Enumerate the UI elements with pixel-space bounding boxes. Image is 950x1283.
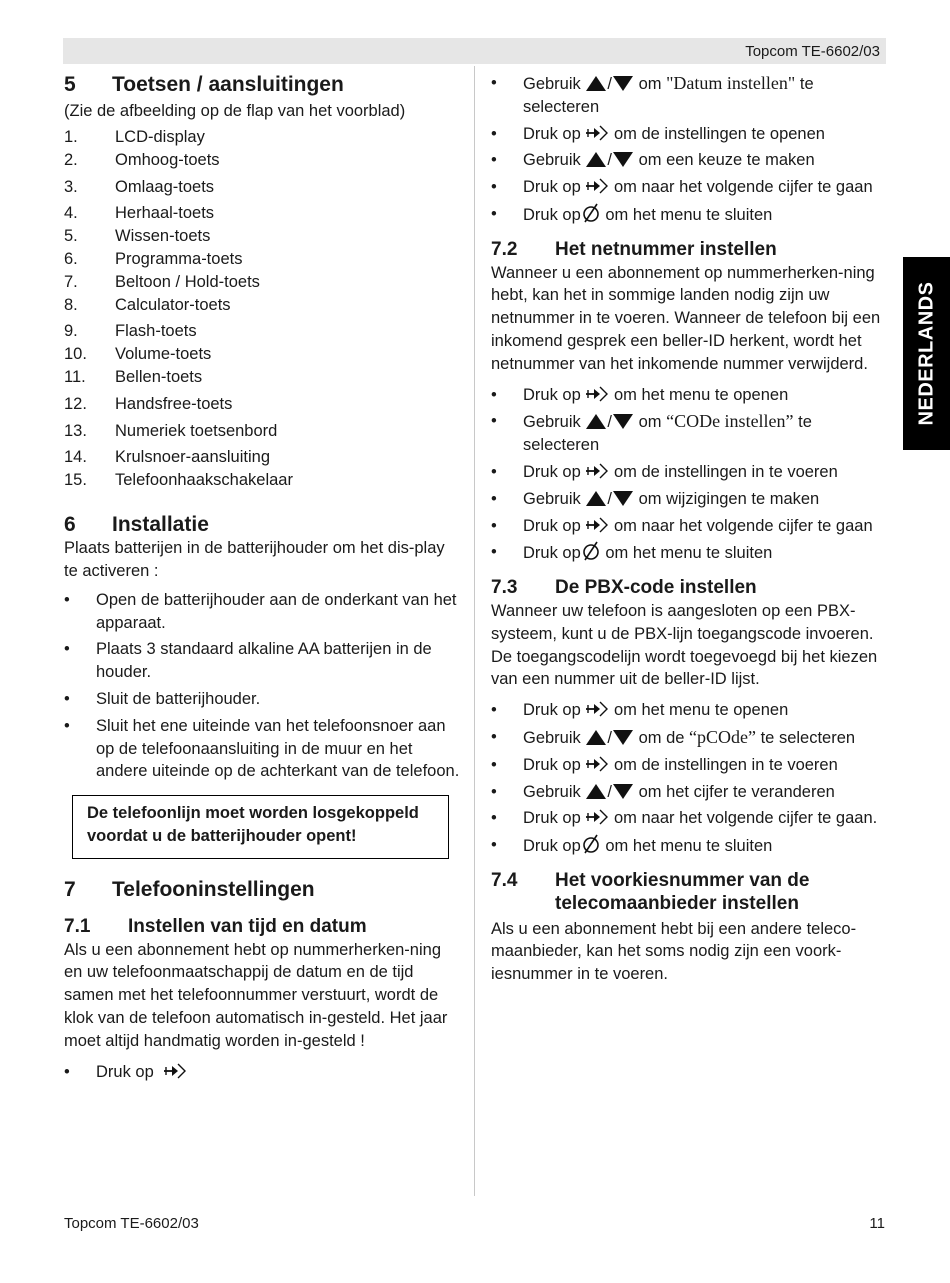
list-item: 15. Telefoonhaakschakelaar <box>64 471 293 490</box>
down-arrow-icon <box>612 783 634 800</box>
list-item: • Druk op om de instellingen in te voeren <box>491 462 838 481</box>
section-7-4-text: Als u een abonnement hebt bij een andere teleco-maanbieder, kan het soms nodig zijn een voork-iesnummer in te voeren. <box>491 919 857 984</box>
left-column <box>64 66 462 1087</box>
time-date-steps <box>64 1061 462 1084</box>
column-divider <box>474 66 475 1196</box>
enter-key-icon <box>585 808 609 826</box>
enter-key-icon <box>585 177 609 195</box>
list-item: 11. Bellen-toets <box>64 367 203 386</box>
footer-model: Topcom TE-6602/03 <box>64 1215 199 1232</box>
list-item: • Gebruik / om “CODe instellen” te selecteren <box>491 411 812 455</box>
list-item: • Sluit het ene uiteinde van het telefoonsnoer aan op de telefoonaansluiting in de muur en het andere uiteinde op de achterkant van de telefoon. <box>64 716 460 781</box>
pbx-steps <box>491 699 891 858</box>
time-date-steps-cont <box>491 72 891 227</box>
list-item: 7. Beltoon / Hold-toets <box>64 272 260 291</box>
up-arrow-icon <box>585 75 607 92</box>
list-item: • Druk op om naar het volgende cijfer te gaan <box>491 516 873 535</box>
enter-key-icon <box>585 516 609 534</box>
up-arrow-icon <box>585 413 607 430</box>
list-item: 4. Herhaal-toets <box>64 204 215 223</box>
language-tab-label: NEDERLANDS <box>915 281 937 426</box>
page-number: 11 <box>869 1215 885 1232</box>
down-arrow-icon <box>612 75 634 92</box>
enter-key-icon <box>163 1062 187 1080</box>
list-item: 8. Calculator-toets <box>64 295 231 314</box>
section-7-1-text: Als u een abonnement hebt op nummerherken-ning en uw telefoonmaatschappij de datum en de tijd samen met het telefoonnummer verstuurt, wordt de klok van de telefoon automatisch in-gesteld. Het jaar moet altijd handmatig worden in-gesteld ! <box>64 940 448 1050</box>
section-7-2-text: Wanneer u een abonnement op nummerherken-ning hebt, kan het in sommige landen nodig zijn uw netnummer in te voeren. Wanneer de telefoon bij een inkomend gesprek een beller-ID herkent, wordt het netnummer van het inkomende nummer verwijderd. <box>491 263 881 373</box>
list-item: • Open de batterijhouder aan de onderkant van het apparaat. <box>64 590 457 632</box>
list-item: • Druk op om het menu te openen <box>491 701 789 720</box>
section-7-1-heading: 7.1 Instellen van tijd en datum <box>64 915 367 937</box>
area-code-steps <box>491 384 891 566</box>
list-item: • Gebruik / om "Datum instellen" te selecteren <box>491 73 814 116</box>
list-item: • Gebruik / om wijzigingen te maken <box>491 489 820 508</box>
section-7-3-text: Wanneer uw telefoon is aangesloten op een PBX-systeem, kunt u de PBX-lijn toegangscode invoeren. <box>491 601 874 643</box>
enter-key-icon <box>585 755 609 773</box>
list-item: • Druk op <box>64 1061 462 1084</box>
language-tab <box>903 257 950 450</box>
header-title: Topcom TE-6602/03 <box>745 42 880 60</box>
list-item: • Druk op om het menu te openen <box>491 385 789 404</box>
enter-key-icon <box>585 462 609 480</box>
list-item: 2. Omhoog-toets <box>64 150 220 169</box>
install-steps <box>64 589 462 783</box>
section-7-3-heading: 7.3 De PBX-code instellen <box>491 577 757 599</box>
up-arrow-icon <box>585 490 607 507</box>
warning-box: De telefoonlijn moet worden losgekoppeld voordat u de batterijhouder opent! <box>72 795 449 859</box>
up-arrow-icon <box>585 729 607 746</box>
list-item: 5. Wissen-toets <box>64 227 211 246</box>
list-item: 3. Omlaag-toets <box>64 177 215 196</box>
section-7-heading: 7 Telefooninstellingen <box>64 877 315 901</box>
enter-key-icon <box>585 700 609 718</box>
right-column <box>491 66 891 986</box>
list-item: 14. Krulsnoer-aansluiting <box>64 448 271 467</box>
list-item: 13. Numeriek toetsenbord <box>64 421 278 440</box>
list-item: • Druk op om het menu te sluiten <box>491 836 773 856</box>
section-6-heading: 6 Installatie <box>64 512 209 536</box>
list-item: • Sluit de batterijhouder. <box>64 689 261 708</box>
up-arrow-icon <box>585 151 607 168</box>
down-arrow-icon <box>612 729 634 746</box>
list-item: • Druk op om naar het volgende cijfer te gaan. <box>491 809 878 828</box>
up-arrow-icon <box>585 783 607 800</box>
list-item: 12. Handsfree-toets <box>64 394 233 413</box>
list-item: • Druk op om de instellingen te openen <box>491 124 825 143</box>
section-5-intro: (Zie de afbeelding op de flap van het voorblad) <box>64 102 406 121</box>
list-item: • Druk op om naar het volgende cijfer te gaan <box>491 178 873 197</box>
list-item: • Plaats 3 standaard alkaline AA batterijen in de houder. <box>64 640 432 682</box>
section-7-2-heading: 7.2 Het netnummer instellen <box>491 238 777 260</box>
down-arrow-icon <box>612 151 634 168</box>
list-item: • Druk op om de instellingen in te voeren <box>491 755 838 774</box>
list-item: 1. LCD-display <box>64 127 205 146</box>
section-6-intro: Plaats batterijen in de batterijhouder om het dis-play te activeren : <box>64 539 445 580</box>
clear-key-icon <box>581 541 601 561</box>
section-7-4-heading: 7.4 Het voorkiesnummer van de telecomaanbieder instellen <box>491 869 810 914</box>
section-7-3-text-2: De toegangscodelijn wordt toegevoegd bij het kiezen van een nummer uit de beller-ID lijst. <box>491 647 878 689</box>
list-item: 9. Flash-toets <box>64 322 197 341</box>
down-arrow-icon <box>612 490 634 507</box>
list-item: • Gebruik / om de “pCOde” te selecteren <box>491 726 856 747</box>
list-item: • Druk op om het menu te sluiten <box>491 204 773 224</box>
clear-key-icon <box>581 834 601 854</box>
list-item: 10. Volume-toets <box>64 345 212 364</box>
list-item: • Gebruik / om een keuze te maken <box>491 151 815 170</box>
enter-key-icon <box>585 385 609 403</box>
keys-list <box>64 126 462 492</box>
down-arrow-icon <box>612 413 634 430</box>
section-5-heading: 5 Toetsen / aansluitingen <box>64 73 344 96</box>
list-item: • Druk op om het menu te sluiten <box>491 543 773 563</box>
page-header <box>63 38 886 64</box>
enter-key-icon <box>585 124 609 142</box>
clear-key-icon <box>581 203 601 223</box>
list-item: 6. Programma-toets <box>64 249 243 268</box>
list-item: • Gebruik / om het cijfer te veranderen <box>491 782 835 801</box>
